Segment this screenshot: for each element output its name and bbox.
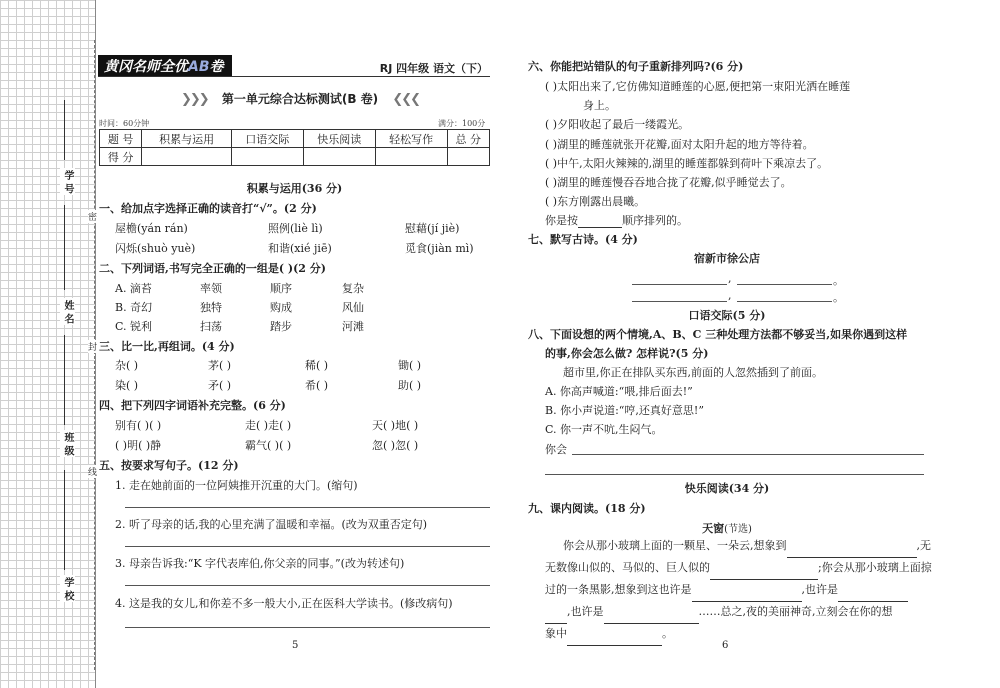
reading-title: 天窗(节选) xyxy=(702,522,752,535)
q1-item[interactable]: 和谐(xié jiē) xyxy=(268,242,332,255)
question-5: 五、按要求写句子。(12 分) xyxy=(99,459,239,472)
q6-item[interactable]: ( )中午,太阳火辣辣的,湖里的睡莲都躲到荷叶下乘凉去了。 xyxy=(545,157,829,170)
question-1: 一、给加点字选择正确的读音打“√”。(2 分) xyxy=(99,202,317,215)
q1-item[interactable]: 屋檐(yán rán) xyxy=(115,222,188,235)
question-2: 二、下列词语,书写完全正确的一组是( )(2 分) xyxy=(99,262,326,275)
q2-option: 复杂 xyxy=(342,282,364,295)
question-6: 六、你能把站错队的句子重新排列吗?(6 分) xyxy=(528,60,744,73)
q4-item[interactable]: 忽( )忽( ) xyxy=(372,439,419,452)
score-cell[interactable] xyxy=(447,148,489,166)
q6-item[interactable]: ( )湖里的睡莲就张开花瓣,面对太阳升起的地方等待着。 xyxy=(545,138,814,151)
poem-blank[interactable] xyxy=(737,284,832,285)
section-title-jilei: 积累与运用(36 分) xyxy=(246,182,343,195)
score-header: 总 分 xyxy=(447,130,489,148)
reading-line: 无数像山似的、马似的、巨人似的 ;你会从那小玻璃上面掠 xyxy=(545,557,932,580)
answer-line[interactable] xyxy=(125,507,490,508)
q2-option: A. 滴苔 xyxy=(115,282,152,295)
q2-option: 独特 xyxy=(200,301,222,314)
binding-line xyxy=(64,100,65,160)
q2-option: 购成 xyxy=(270,301,292,314)
seal-mark-xian: 线 xyxy=(88,465,97,478)
brand-logo: 黄冈名师全优AB卷 xyxy=(98,55,232,77)
q6-conclusion: 你是按 顺序排列的。 xyxy=(545,214,688,227)
class-label: 班 级 xyxy=(62,432,73,456)
reading-line: 象中 。 xyxy=(545,623,673,646)
q2-option: 踏步 xyxy=(270,320,292,333)
q4-item[interactable]: 别有( )( ) xyxy=(115,419,162,432)
reading-line: 过的一条黑影,想象到这也许是 ,也许是 xyxy=(545,579,908,602)
score-header: 积累与运用 xyxy=(142,130,232,148)
q2-option: C. 锐利 xyxy=(115,320,153,333)
answer-line[interactable] xyxy=(572,454,924,455)
binding-line xyxy=(64,335,65,425)
q8-you-label: 你会 xyxy=(545,443,567,456)
header-rule xyxy=(98,76,490,77)
reading-blank[interactable] xyxy=(838,579,908,602)
q3-item[interactable]: 染( ) xyxy=(115,379,139,392)
q2-option: 顺序 xyxy=(270,282,292,295)
name-label: 姓 名 xyxy=(62,300,73,324)
q3-item[interactable]: 茅( ) xyxy=(208,359,232,372)
order-blank[interactable] xyxy=(578,214,622,228)
score-cell[interactable] xyxy=(142,148,232,166)
q8-option: C. 你一声不吭,生闷气。 xyxy=(545,423,663,436)
q4-item[interactable]: 霸气( )( ) xyxy=(245,439,292,452)
question-4: 四、把下列四字词语补充完整。(6 分) xyxy=(99,399,286,412)
q2-option: 风仙 xyxy=(342,301,364,314)
q4-item[interactable]: 走( )走( ) xyxy=(245,419,292,432)
q3-item[interactable]: 助( ) xyxy=(398,379,422,392)
reading-blank[interactable] xyxy=(604,601,699,624)
reading-line: ,也许是 ……总之,夜的美丽神奇,立刻会在你的想 xyxy=(545,601,893,624)
section-title-reading: 快乐阅读(34 分) xyxy=(684,482,770,495)
student-number-label: 学 号 xyxy=(62,170,73,194)
q5-item: 4. 这是我的女儿,和你差不多一般大小,正在医科大学读书。(修改病句) xyxy=(115,597,453,610)
reading-blank[interactable] xyxy=(545,601,567,624)
binding-margin-grid xyxy=(0,0,96,688)
question-3: 三、比一比,再组词。(4 分) xyxy=(99,340,235,353)
q6-item[interactable]: ( )太阳出来了,它仿佛知道睡莲的心愿,便把第一束阳光洒在睡莲 xyxy=(545,80,851,93)
question-7: 七、默写古诗。(4 分) xyxy=(528,233,638,246)
q5-item: 2. 听了母亲的话,我的心里充满了温暖和幸福。(改为双重否定句) xyxy=(115,518,428,531)
reading-blank[interactable] xyxy=(710,557,818,580)
poem-blank[interactable] xyxy=(632,301,727,302)
school-label: 学 校 xyxy=(62,577,73,601)
q1-item[interactable]: 觅食(jiàn mì) xyxy=(405,242,474,255)
q6-item-cont: 身上。 xyxy=(583,99,616,112)
q1-item[interactable]: 闪烁(shuò yuè) xyxy=(115,242,196,255)
q6-item[interactable]: ( )东方刚露出晨曦。 xyxy=(545,195,646,208)
answer-line[interactable] xyxy=(125,546,490,547)
q3-item[interactable]: 锄( ) xyxy=(398,359,422,372)
binding-line xyxy=(64,470,65,570)
score-header: 快乐阅读 xyxy=(303,130,375,148)
time-limit: 时间：60分钟 xyxy=(99,119,150,128)
answer-line[interactable] xyxy=(125,585,490,586)
reading-line: 你会从那小玻璃上面的一颗星、一朵云,想象到 ,无 xyxy=(563,535,931,558)
q1-item[interactable]: 慰藉(jí jiè) xyxy=(405,222,460,235)
q3-item[interactable]: 杂( ) xyxy=(115,359,139,372)
score-header: 口语交际 xyxy=(231,130,303,148)
seal-mark-feng: 封 xyxy=(88,340,97,353)
score-header: 轻松写作 xyxy=(375,130,447,148)
poem-title: 宿新市徐公店 xyxy=(694,252,760,265)
q8-scene: 超市里,你正在排队买东西,前面的人忽然插到了前面。 xyxy=(563,366,823,379)
score-cell[interactable] xyxy=(375,148,447,166)
poem-blank[interactable] xyxy=(737,301,832,302)
q8-option: A. 你高声喊道:“喂,排后面去!” xyxy=(545,385,693,398)
section-title-oral: 口语交际(5 分) xyxy=(688,309,766,322)
q2-option: 河滩 xyxy=(342,320,364,333)
score-table xyxy=(99,129,490,166)
q5-item: 3. 母亲告诉我:“K 字代表库伯,你父亲的同事。”(改为转述句) xyxy=(115,557,405,570)
poem-blank[interactable] xyxy=(632,284,727,285)
answer-line[interactable] xyxy=(125,627,490,628)
page-number-left: 5 xyxy=(292,640,299,651)
reading-blank[interactable] xyxy=(787,535,917,558)
q6-item[interactable]: ( )夕阳收起了最后一缕霞光。 xyxy=(545,118,690,131)
answer-line[interactable] xyxy=(545,474,924,475)
score-header: 题 号 xyxy=(100,130,142,148)
binding-line xyxy=(64,205,65,290)
q2-option: B. 奇幻 xyxy=(115,301,153,314)
q3-item[interactable]: 希( ) xyxy=(305,379,329,392)
score-cell[interactable] xyxy=(303,148,375,166)
question-8: 八、下面设想的两个情境,A、B、C 三种处理方法都不够妥当,如果你遇到这样 xyxy=(528,328,908,341)
grade-label: RJ 四年级 语文（下） xyxy=(379,62,488,75)
q6-item[interactable]: ( )湖里的睡莲慢吞吞地合拢了花瓣,似乎睡觉去了。 xyxy=(545,176,792,189)
full-score: 满分：100分 xyxy=(438,119,486,128)
page-number-right: 6 xyxy=(722,640,729,651)
q4-item[interactable]: ( )明( )静 xyxy=(115,439,162,452)
reading-blank[interactable] xyxy=(692,579,802,602)
test-title: ❯❯❯ 第一单元综合达标测试(B 卷) ❮❮❮ xyxy=(180,92,420,107)
reading-blank[interactable] xyxy=(567,623,662,646)
q3-item[interactable]: 矛( ) xyxy=(208,379,232,392)
q2-option: 率领 xyxy=(200,282,222,295)
q8-option: B. 你小声说道:“哼,还真好意思!” xyxy=(545,404,704,417)
q4-item[interactable]: 天( )地( ) xyxy=(372,419,419,432)
seal-dashed-line xyxy=(94,40,95,670)
q1-item[interactable]: 照例(liè lì) xyxy=(268,222,323,235)
score-cell[interactable] xyxy=(231,148,303,166)
q2-option: 扫荡 xyxy=(200,320,222,333)
score-row-label: 得 分 xyxy=(100,148,142,166)
q5-item: 1. 走在她前面的一位阿姨推开沉重的大门。(缩句) xyxy=(115,479,358,492)
question-9: 九、课内阅读。(18 分) xyxy=(528,502,646,515)
q3-item[interactable]: 稀( ) xyxy=(305,359,329,372)
seal-mark-mi: 密 xyxy=(88,210,97,223)
question-8-cont: 的事,你会怎么做? 怎样说?(5 分) xyxy=(545,347,709,360)
